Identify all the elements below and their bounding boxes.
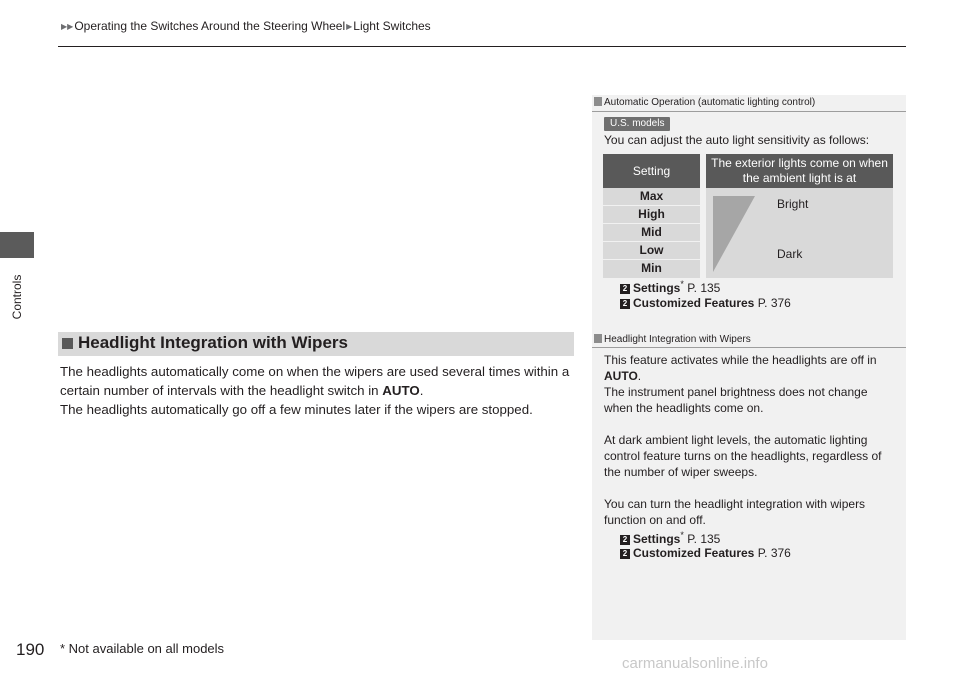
note-paragraph: The instrument panel brightness does not change when the headlights come on. bbox=[604, 385, 868, 415]
table-header-exterior-lights: The exterior lights come on when the ambient light is at bbox=[703, 154, 893, 188]
note-auto-rule bbox=[592, 111, 906, 112]
note-paragraph: At dark ambient light levels, the automatic lighting control feature turns on the headlights, regardless of the number of wiper sweeps. bbox=[604, 433, 882, 479]
reference-arrow-icon: 2 bbox=[620, 535, 630, 545]
dark-label: Dark bbox=[777, 247, 803, 261]
note-marker-icon bbox=[594, 97, 602, 106]
table-row-setting: Min bbox=[603, 260, 703, 278]
us-models-badge: U.S. models bbox=[604, 117, 670, 131]
breadcrumb bbox=[60, 19, 431, 33]
reference-arrow-icon: 2 bbox=[620, 549, 630, 559]
breadcrumb-arrow-icon: ▶ bbox=[346, 22, 353, 31]
sensitivity-table bbox=[603, 154, 893, 279]
table-header-setting: Setting bbox=[603, 154, 703, 188]
ref-settings-link[interactable]: 2 Settings* P. 135 bbox=[620, 279, 720, 295]
ref-customized-features-link[interactable]: 2 Customized Features P. 376 bbox=[620, 296, 791, 310]
body-paragraph: The headlights automatically go off a few minutes later if the wipers are stopped. bbox=[60, 402, 533, 417]
reference-arrow-icon: 2 bbox=[620, 284, 630, 294]
breadcrumb-item-light-switches[interactable]: Light Switches bbox=[353, 19, 431, 33]
note-auto-intro: You can adjust the auto light sensitivity as follows: bbox=[604, 133, 870, 147]
table-row-setting: High bbox=[603, 206, 703, 224]
breadcrumb-arrow-icon: ▶▶ bbox=[61, 22, 74, 31]
table-row-setting: Max bbox=[603, 188, 703, 206]
section-heading-bar bbox=[58, 332, 574, 356]
breadcrumb-item-switches[interactable]: Operating the Switches Around the Steering Wheel bbox=[74, 19, 346, 33]
bright-label: Bright bbox=[777, 197, 809, 211]
footnote: * Not available on all models bbox=[60, 641, 225, 656]
section-heading: Headlight Integration with Wipers bbox=[78, 333, 348, 352]
section-body bbox=[60, 362, 575, 419]
note-wipers-text bbox=[604, 352, 898, 528]
side-tab-label: Controls bbox=[10, 274, 24, 320]
table-row-setting: Mid bbox=[603, 224, 703, 242]
note-paragraph: This feature activates while the headlights are off in AUTO. bbox=[604, 353, 877, 383]
page-number: 190 bbox=[16, 640, 45, 659]
note-marker-icon bbox=[594, 334, 602, 343]
note-paragraph: You can turn the headlight integration with wipers function on and off. bbox=[604, 497, 866, 527]
body-paragraph: The headlights automatically come on when the wipers are used several times within a certain number of intervals with the headlight switch in AUTO. bbox=[60, 364, 570, 398]
brightness-wedge-icon bbox=[709, 192, 759, 276]
brightness-gradient-cell bbox=[703, 188, 893, 278]
note-auto-title: Automatic Operation (automatic lighting control) bbox=[594, 96, 815, 108]
side-tab-marker bbox=[0, 232, 34, 258]
note-wipers-rule bbox=[592, 347, 906, 348]
ref-customized-features-link[interactable]: 2 Customized Features P. 376 bbox=[620, 546, 791, 560]
note-wipers-title: Headlight Integration with Wipers bbox=[594, 333, 751, 345]
reference-arrow-icon: 2 bbox=[620, 299, 630, 309]
watermark: carmanualsonline.info bbox=[622, 655, 768, 672]
header-divider bbox=[58, 46, 906, 47]
section-marker-icon bbox=[62, 338, 73, 349]
ref-settings-link[interactable]: 2 Settings* P. 135 bbox=[620, 530, 720, 546]
table-row-setting: Low bbox=[603, 242, 703, 260]
